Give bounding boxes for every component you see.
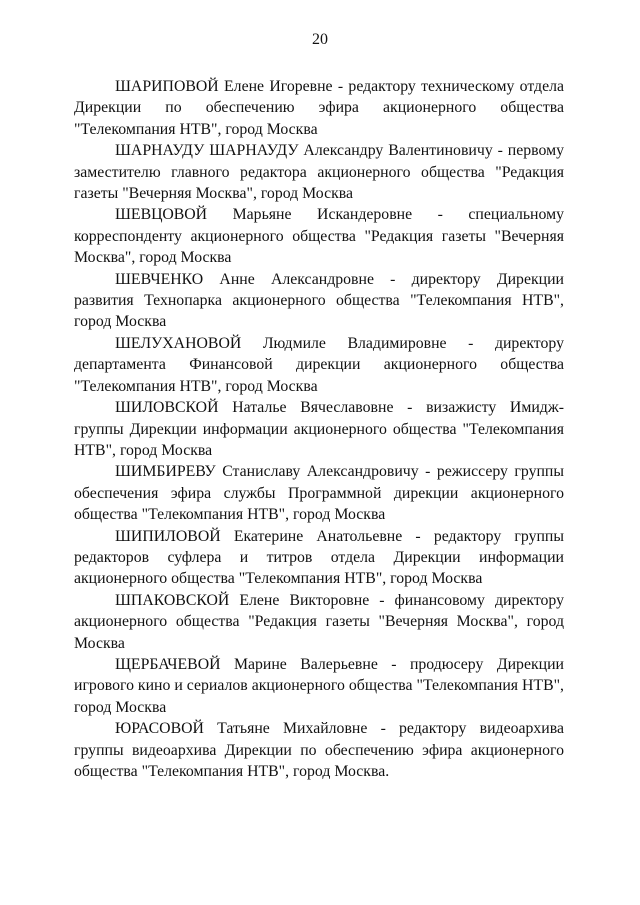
award-entry-2 bbox=[74, 140, 564, 204]
entry-surname: ШАРИПОВОЙ bbox=[115, 78, 219, 95]
award-entry-10 bbox=[74, 654, 564, 718]
entry-text: ШАРНАУДУ Александру Валентиновичу - первому заместителю главного редактора акционерного общества "Редакция газеты "Вечерняя Москва", город Москва bbox=[74, 142, 564, 203]
entry-text: Елене Викторовне - финансовому директору акционерного общества "Редакция газеты "Вечерняя Москва", город Москва bbox=[74, 591, 565, 652]
entry-text: Станиславу Александровичу - режиссеру группы обеспечения эфира службы Программной дирекции акционерного общества "Телекомпания НТВ", город Москва bbox=[74, 463, 564, 524]
award-entry-11 bbox=[74, 718, 564, 782]
document-body bbox=[74, 76, 564, 782]
entry-text: Анне Александровне - директору Дирекции развития Технопарка акционерного общества "Телекомпания НТВ", город Москва bbox=[74, 270, 565, 331]
award-entry-7 bbox=[74, 461, 564, 525]
entry-text: Елене Игоревне - редактору техническому отдела Дирекции по обеспечению эфира акционерного общества "Телекомпания НТВ", город Москва bbox=[74, 78, 564, 138]
entry-text: Людмиле Владимировне - директору департамента Финансовой дирекции акционерного общества "Телекомпания НТВ", город Москва bbox=[74, 334, 564, 395]
award-entry-5 bbox=[74, 333, 564, 397]
award-entry-4 bbox=[74, 269, 564, 333]
page-number: 20 bbox=[312, 31, 328, 48]
entry-surname: ШПАКОВСКОЙ bbox=[115, 591, 230, 609]
entry-text: Марьяне Искандеровне - специальному корреспонденту акционерного общества "Редакция газеты "Вечерняя Москва", город Москва bbox=[74, 206, 564, 267]
entry-surname: ШИМБИРЕВУ bbox=[115, 463, 216, 481]
award-entry-8 bbox=[74, 526, 564, 590]
entry-surname: ШИПИЛОВОЙ bbox=[115, 527, 221, 545]
entry-surname: ЮРАСОВОЙ bbox=[115, 720, 204, 738]
entry-surname: ШИЛОВСКОЙ bbox=[115, 399, 219, 417]
entry-text: Наталье Вячеславовне - визажисту Имидж-группы Дирекции информации акционерного общества "Телекомпания НТВ", город Москва bbox=[74, 399, 564, 459]
award-entry-6 bbox=[74, 397, 564, 461]
entry-surname: ШЕВЦОВОЙ bbox=[115, 206, 208, 224]
entry-text: Екатерине Анатольевне - редактору группы редакторов суфлера и титров отдела Дирекции информации акционерного общества "Телекомпания НТВ", город Москва bbox=[74, 527, 564, 588]
award-entry-9 bbox=[74, 590, 564, 654]
entry-surname: ЩЕРБАЧЕВОЙ bbox=[115, 655, 221, 673]
entry-surname: ШАРНАУДУ bbox=[115, 142, 205, 160]
award-entry-3 bbox=[74, 204, 564, 268]
award-entry-1 bbox=[74, 76, 564, 140]
entry-text: Марине Валерьевне - продюсеру Дирекции игрового кино и сериалов акционерного общества "Телекомпания НТВ", город Москва bbox=[74, 655, 564, 716]
entry-surname: ШЕВЧЕНКО bbox=[115, 270, 204, 288]
entry-surname: ШЕЛУХАНОВОЙ bbox=[115, 334, 242, 352]
entry-text: Татьяне Михайловне - редактору видеоархива группы видеоархива Дирекции по обеспечению эфира акционерного общества "Телекомпания НТВ", город Москва. bbox=[74, 720, 564, 780]
